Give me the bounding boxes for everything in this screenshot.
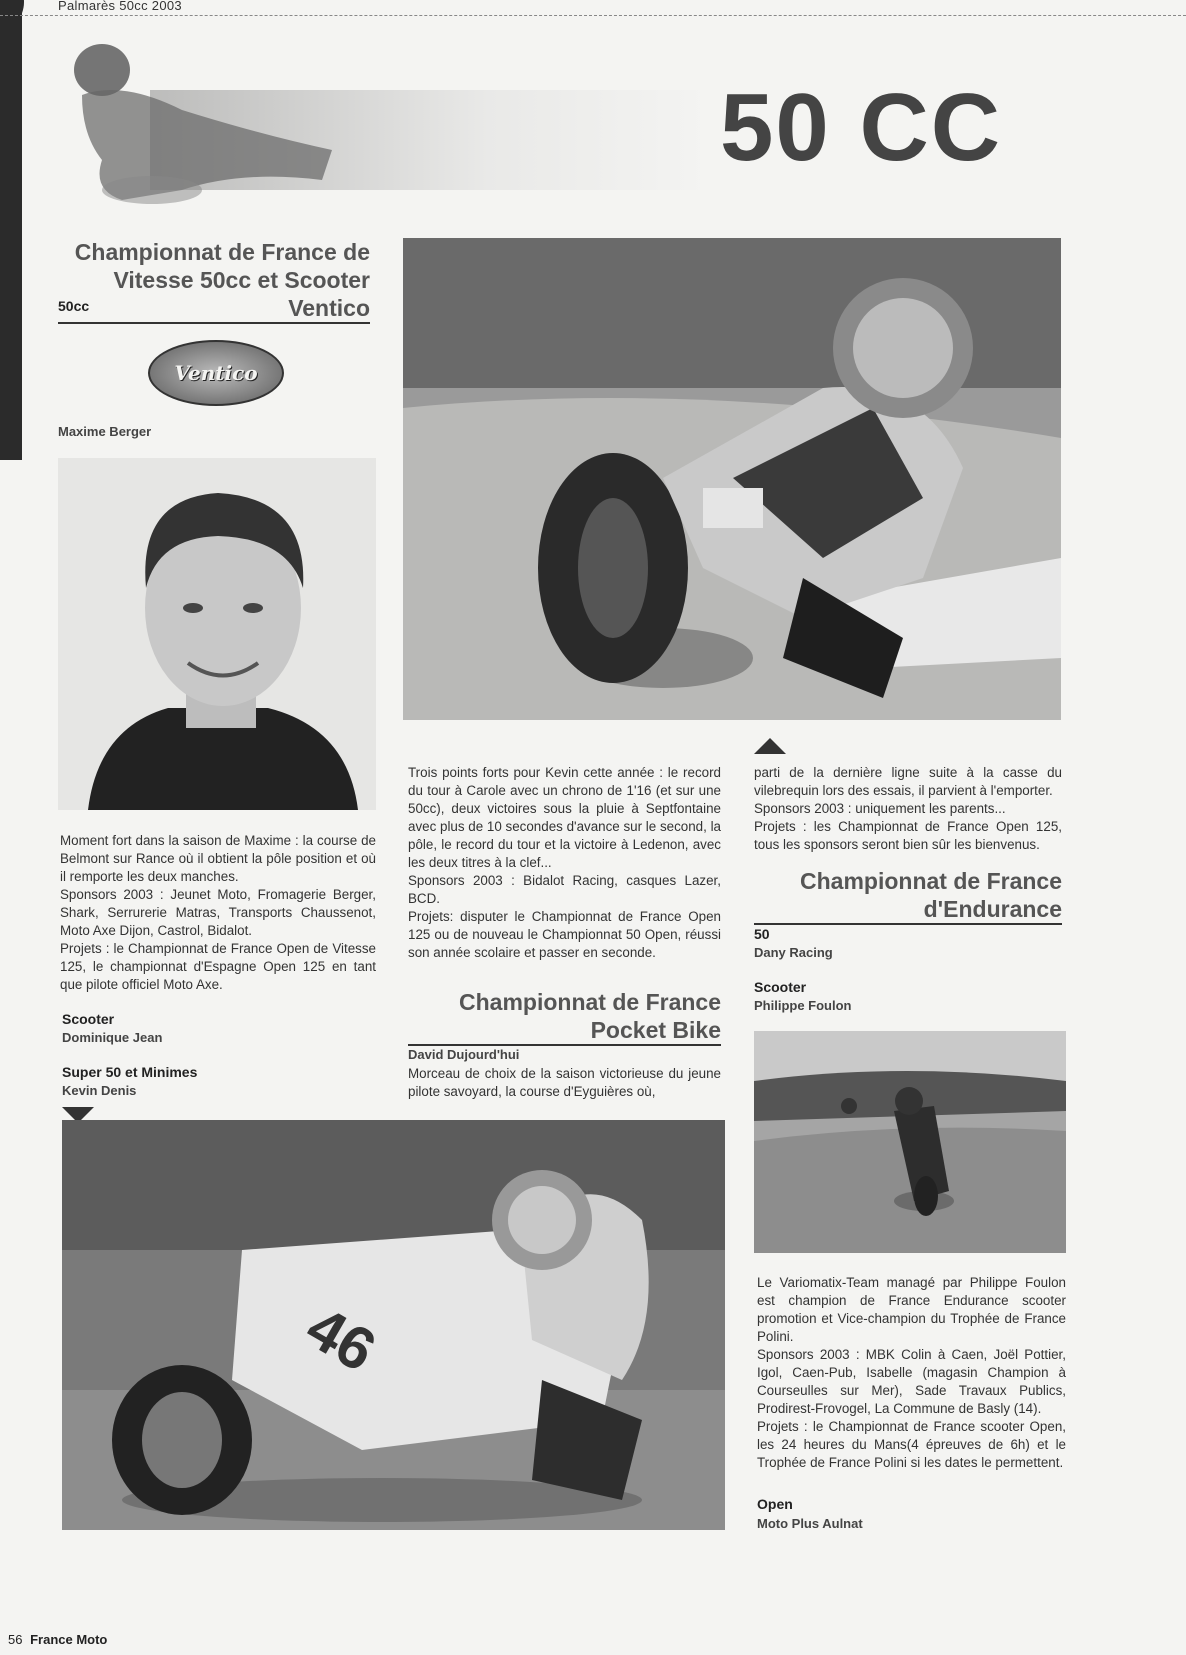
pocket-title-line2: Pocket Bike [408, 1016, 721, 1046]
endurance-text-block [757, 1274, 1066, 1472]
pocket-title-block [408, 988, 721, 1046]
pocket-continued-block [754, 764, 1062, 854]
vitesse-rider-name: Maxime Berger [58, 424, 152, 439]
kevin-sponsors: Sponsors 2003 : Bidalot Racing, casques Lazer, BCD. [408, 873, 721, 906]
scooter-photo-image [754, 1031, 1066, 1253]
svg-text:46: 46 [295, 1293, 387, 1385]
vitesse-projets: Projets : le Championnat de France Open de Vitesse 125, le championnat d'Espagne Open 125 en tant que pilote officiel Moto Axe. [60, 941, 376, 992]
page-footer [8, 1632, 107, 1647]
magazine-name: France Moto [30, 1632, 108, 1647]
vitesse-category: 50cc [58, 298, 90, 314]
endurance-title-block [754, 867, 1062, 925]
scooter-label: Scooter [62, 1011, 115, 1027]
pocket-continued-sponsors: Sponsors 2003 : uniquement les parents... [754, 801, 1006, 816]
kevin-projets: Projets: disputer le Championnat de France Open 125 ou de nouveau le Championnat 50 Open, réussi son année scolaire et passer en seconde. [408, 909, 721, 960]
header-rule [0, 15, 1186, 16]
portrait-image [58, 458, 376, 810]
pocket-continued-body: parti de la dernière ligne suite à la casse du vilebrequin lors des essais, il parvient à l'emporter. [754, 765, 1062, 798]
open-name: Moto Plus Aulnat [757, 1516, 863, 1531]
vitesse-body: Moment fort dans la saison de Maxime : la course de Belmont sur Rance où il obtient la pôle position et où il remporte les deux manches. [60, 833, 376, 884]
racing-photo-image [403, 238, 1061, 720]
scooter-rider-name: Dominique Jean [62, 1030, 163, 1045]
endurance-title-line2: d'Endurance [754, 895, 1062, 925]
endurance-cat2-label: Scooter [754, 979, 807, 995]
pocket-body: Morceau de choix de la saison victorieuse du jeune pilote savoyard, la course d'Eyguières où, [408, 1066, 721, 1099]
rider-silhouette-graphic [62, 40, 342, 210]
endurance-cat1-label: 50 [754, 926, 770, 942]
super50-label: Super 50 et Minimes [62, 1064, 198, 1080]
endurance-title-line1: Championnat de France [800, 868, 1062, 894]
ventico-logo-text: Ventico [174, 361, 258, 385]
page-number: 56 [8, 1632, 23, 1647]
page-title: 50 CC [720, 74, 1003, 181]
kevin-body: Trois points forts pour Kevin cette année : le record du tour à Carole avec un chrono de 1'16 (et sur une 50cc), deux victoires sous la pluie à Septfontaine avec plus de 10 secondes d'avance sur le second, la pôle, le record du tour et la victoire à Ledenon, avec les deux titres à la clef... [408, 765, 721, 870]
endurance-projets: Projets : le Championnat de France scooter Open, les 24 heures du Mans(4 épreuves de 6h) et le Trophée de France Polini si les dates le permettent. [757, 1419, 1066, 1470]
vitesse-text-block [60, 832, 376, 994]
pocket-rider-name: David Dujourd'hui [408, 1047, 520, 1062]
vitesse-sponsors: Sponsors 2003 : Jeunet Moto, Fromagerie Berger, Shark, Serrurerie Matras, Transports Chaussenot, Moto Axe Dijon, Castrol, Bidalot. [60, 887, 376, 938]
number-46-racing-photo [62, 1120, 725, 1530]
pocket-continued-projets: Projets : les Championnat de France Open 125, tous les sponsors seront bien sûr les bienvenus. [754, 819, 1062, 852]
ventico-logo [148, 340, 284, 406]
scooter-endurance-photo [754, 1031, 1066, 1253]
racing-46-photo-image [62, 1120, 725, 1530]
endurance-cat1-name: Dany Racing [754, 945, 833, 960]
endurance-body: Le Variomatix-Team managé par Philippe Foulon est champion de France Endurance scooter promotion et Vice-champion du Trophée de France Polini. [757, 1275, 1066, 1344]
running-title: Palmarès 50cc 2003 [58, 0, 182, 13]
kevin-denis-racing-photo [403, 238, 1061, 720]
maxime-berger-portrait [58, 458, 376, 810]
open-label: Open [757, 1496, 793, 1512]
vitesse-title-line1: Championnat de France de [74, 239, 370, 265]
sidebar-band [0, 0, 22, 460]
caption-pointer-up-icon [754, 738, 786, 754]
vitesse-title-block [58, 238, 370, 324]
endurance-sponsors: Sponsors 2003 : MBK Colin à Caen, Joël Pottier, Igol, Caen-Pub, Isabelle (magasin Champion à Courseulles sur Mer), Sade Travaux Publics, Prodirest-Frovogel, La Commune de Basly (14). [757, 1347, 1066, 1416]
pocket-title-line1: Championnat de France [459, 989, 721, 1015]
vitesse-title-line2: Vitesse 50cc et Scooter Ventico [58, 266, 370, 324]
kevin-text-block [408, 764, 721, 962]
endurance-cat2-name: Philippe Foulon [754, 998, 852, 1013]
super50-rider-name: Kevin Denis [62, 1083, 137, 1098]
